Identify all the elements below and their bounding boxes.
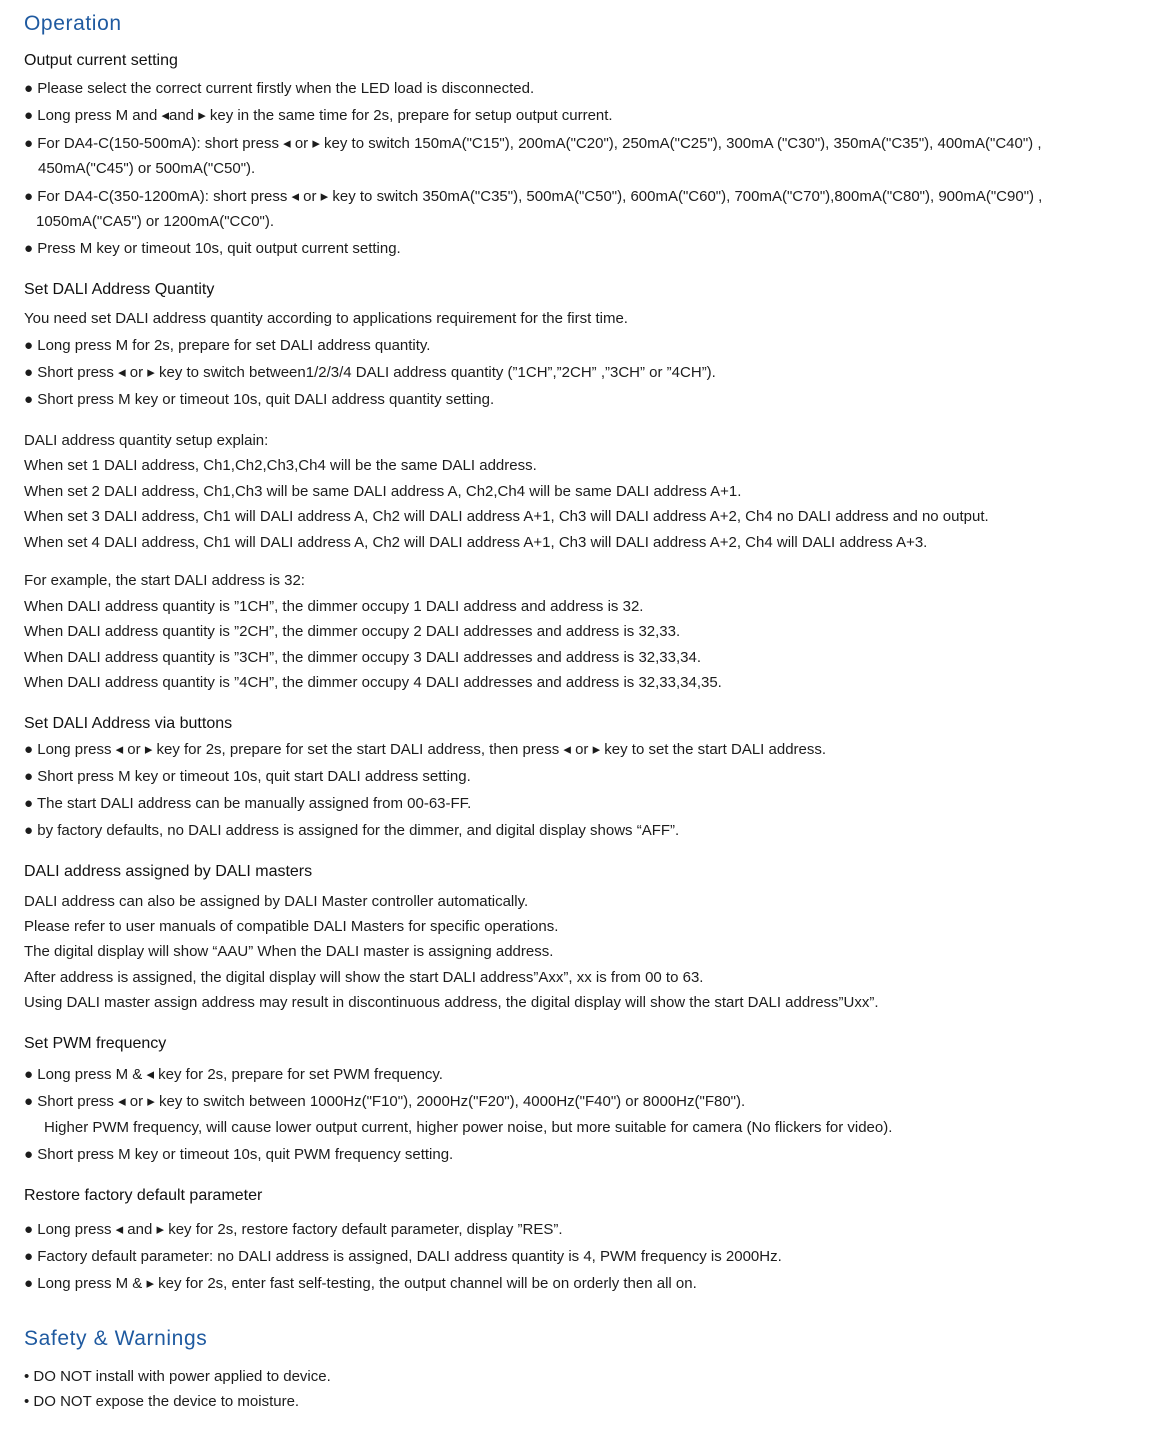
- address-quantity-line-4: ● Short press M key or timeout 10s, quit DALI address quantity setting.: [24, 391, 495, 408]
- quantity-explain-line-3: When set 2 DALI address, Ch1,Ch3 will be same DALI address A, Ch2,Ch4 will be same DALI address A+1.: [24, 483, 742, 500]
- example-line-3: When DALI address quantity is ”2CH”, the dimmer occupy 2 DALI addresses and address is 32,33.: [24, 623, 681, 640]
- address-masters-line-4: After address is assigned, the digital display will show the start DALI address”Axx”, xx is from 00 to 63.: [24, 969, 704, 986]
- address-masters-line-5: Using DALI master assign address may result in discontinuous address, the digital display will show the start DALI address”Uxx”.: [24, 994, 879, 1011]
- output-current-line-5: ● Press M key or timeout 10s, quit output current setting.: [24, 240, 401, 257]
- safety-title: Safety & Warnings: [24, 1327, 208, 1350]
- quantity-explain-line-2: When set 1 DALI address, Ch1,Ch2,Ch3,Ch4 will be the same DALI address.: [24, 457, 537, 474]
- output-current-line-2: ● Long press M and ◂and ▸ key in the same time for 2s, prepare for setup output current.: [24, 107, 613, 124]
- restore-heading: Restore factory default parameter: [24, 1187, 263, 1204]
- address-buttons-line-3: ● The start DALI address can be manually assigned from 00-63-FF.: [24, 795, 472, 812]
- output-current-line-1: ● Please select the correct current firstly when the LED load is disconnected.: [24, 80, 535, 97]
- output-current-line-3: ● For DA4-C(150-500mA): short press ◂ or ▸ key to switch 150mA("C15"), 200mA("C20"), 250mA("C25"), 300mA ("C30"), 350mA("C35"), 400mA("C40") ,: [24, 135, 1042, 152]
- restore-line-2: ● Factory default parameter: no DALI address is assigned, DALI address quantity is 4, PWM frequency is 2000Hz.: [24, 1248, 782, 1265]
- address-buttons-line-2: ● Short press M key or timeout 10s, quit start DALI address setting.: [24, 768, 471, 785]
- restore-line-1: ● Long press ◂ and ▸ key for 2s, restore factory default parameter, display ”RES”.: [24, 1221, 563, 1238]
- quantity-explain-line-4: When set 3 DALI address, Ch1 will DALI address A, Ch2 will DALI address A+1, Ch3 will DALI address A+2, Ch4 no DALI address and no output.: [24, 508, 989, 525]
- output-current-line-4-cont: 1050mA("CA5") or 1200mA("CC0").: [36, 213, 275, 230]
- pwm-line-1: ● Long press M & ◂ key for 2s, prepare for set PWM frequency.: [24, 1066, 443, 1083]
- address-buttons-line-1: ● Long press ◂ or ▸ key for 2s, prepare for set the start DALI address, then press ◂ or ▸ key to set the start DALI address.: [24, 741, 827, 758]
- operation-title: Operation: [24, 12, 122, 35]
- address-quantity-line-1: You need set DALI address quantity according to applications requirement for the first time.: [24, 310, 628, 327]
- example-line-4: When DALI address quantity is ”3CH”, the dimmer occupy 3 DALI addresses and address is 32,33,34.: [24, 649, 701, 666]
- restore-line-3: ● Long press M & ▸ key for 2s, enter fast self-testing, the output channel will be on orderly then all on.: [24, 1275, 697, 1292]
- address-masters-line-1: DALI address can also be assigned by DALI Master controller automatically.: [24, 893, 529, 910]
- example-line-2: When DALI address quantity is ”1CH”, the dimmer occupy 1 DALI address and address is 32.: [24, 598, 644, 615]
- example-line-1: For example, the start DALI address is 32:: [24, 572, 305, 589]
- pwm-line-2: ● Short press ◂ or ▸ key to switch between 1000Hz("F10"), 2000Hz("F20"), 4000Hz("F40") or 8000Hz("F80").: [24, 1093, 746, 1110]
- output-current-heading: Output current setting: [24, 52, 178, 69]
- pwm-line-2-cont: Higher PWM frequency, will cause lower output current, higher power noise, but more suitable for camera (No flickers for video).: [44, 1119, 893, 1136]
- address-quantity-line-2: ● Long press M for 2s, prepare for set DALI address quantity.: [24, 337, 431, 354]
- output-current-line-3-cont: 450mA("C45") or 500mA("C50").: [38, 160, 256, 177]
- address-buttons-line-4: ● by factory defaults, no DALI address is assigned for the dimmer, and digital display shows “AFF”.: [24, 822, 680, 839]
- example-line-5: When DALI address quantity is ”4CH”, the dimmer occupy 4 DALI addresses and address is 32,33,34,35.: [24, 674, 722, 691]
- address-masters-line-2: Please refer to user manuals of compatible DALI Masters for specific operations.: [24, 918, 559, 935]
- address-buttons-heading: Set DALI Address via buttons: [24, 715, 233, 732]
- quantity-explain-line-5: When set 4 DALI address, Ch1 will DALI address A, Ch2 will DALI address A+1, Ch3 will DALI address A+2, Ch4 will DALI address A+3.: [24, 534, 928, 551]
- safety-line-1: • DO NOT install with power applied to device.: [24, 1368, 331, 1385]
- pwm-heading: Set PWM frequency: [24, 1035, 167, 1052]
- address-masters-heading: DALI address assigned by DALI masters: [24, 863, 313, 880]
- output-current-line-4: ● For DA4-C(350-1200mA): short press ◂ or ▸ key to switch 350mA("C35"), 500mA("C50"), 600mA("C60"), 700mA("C70"),800mA("C80"), 900mA("C90") ,: [24, 188, 1043, 205]
- address-masters-line-3: The digital display will show “AAU” When the DALI master is assigning address.: [24, 943, 554, 960]
- safety-line-2: • DO NOT expose the device to moisture.: [24, 1393, 300, 1410]
- pwm-line-3: ● Short press M key or timeout 10s, quit PWM frequency setting.: [24, 1146, 454, 1163]
- quantity-explain-line-1: DALI address quantity setup explain:: [24, 432, 269, 449]
- address-quantity-heading: Set DALI Address Quantity: [24, 281, 215, 298]
- address-quantity-line-3: ● Short press ◂ or ▸ key to switch between1/2/3/4 DALI address quantity (”1CH”,”2CH” ,”3CH” or ”4CH”).: [24, 364, 716, 381]
